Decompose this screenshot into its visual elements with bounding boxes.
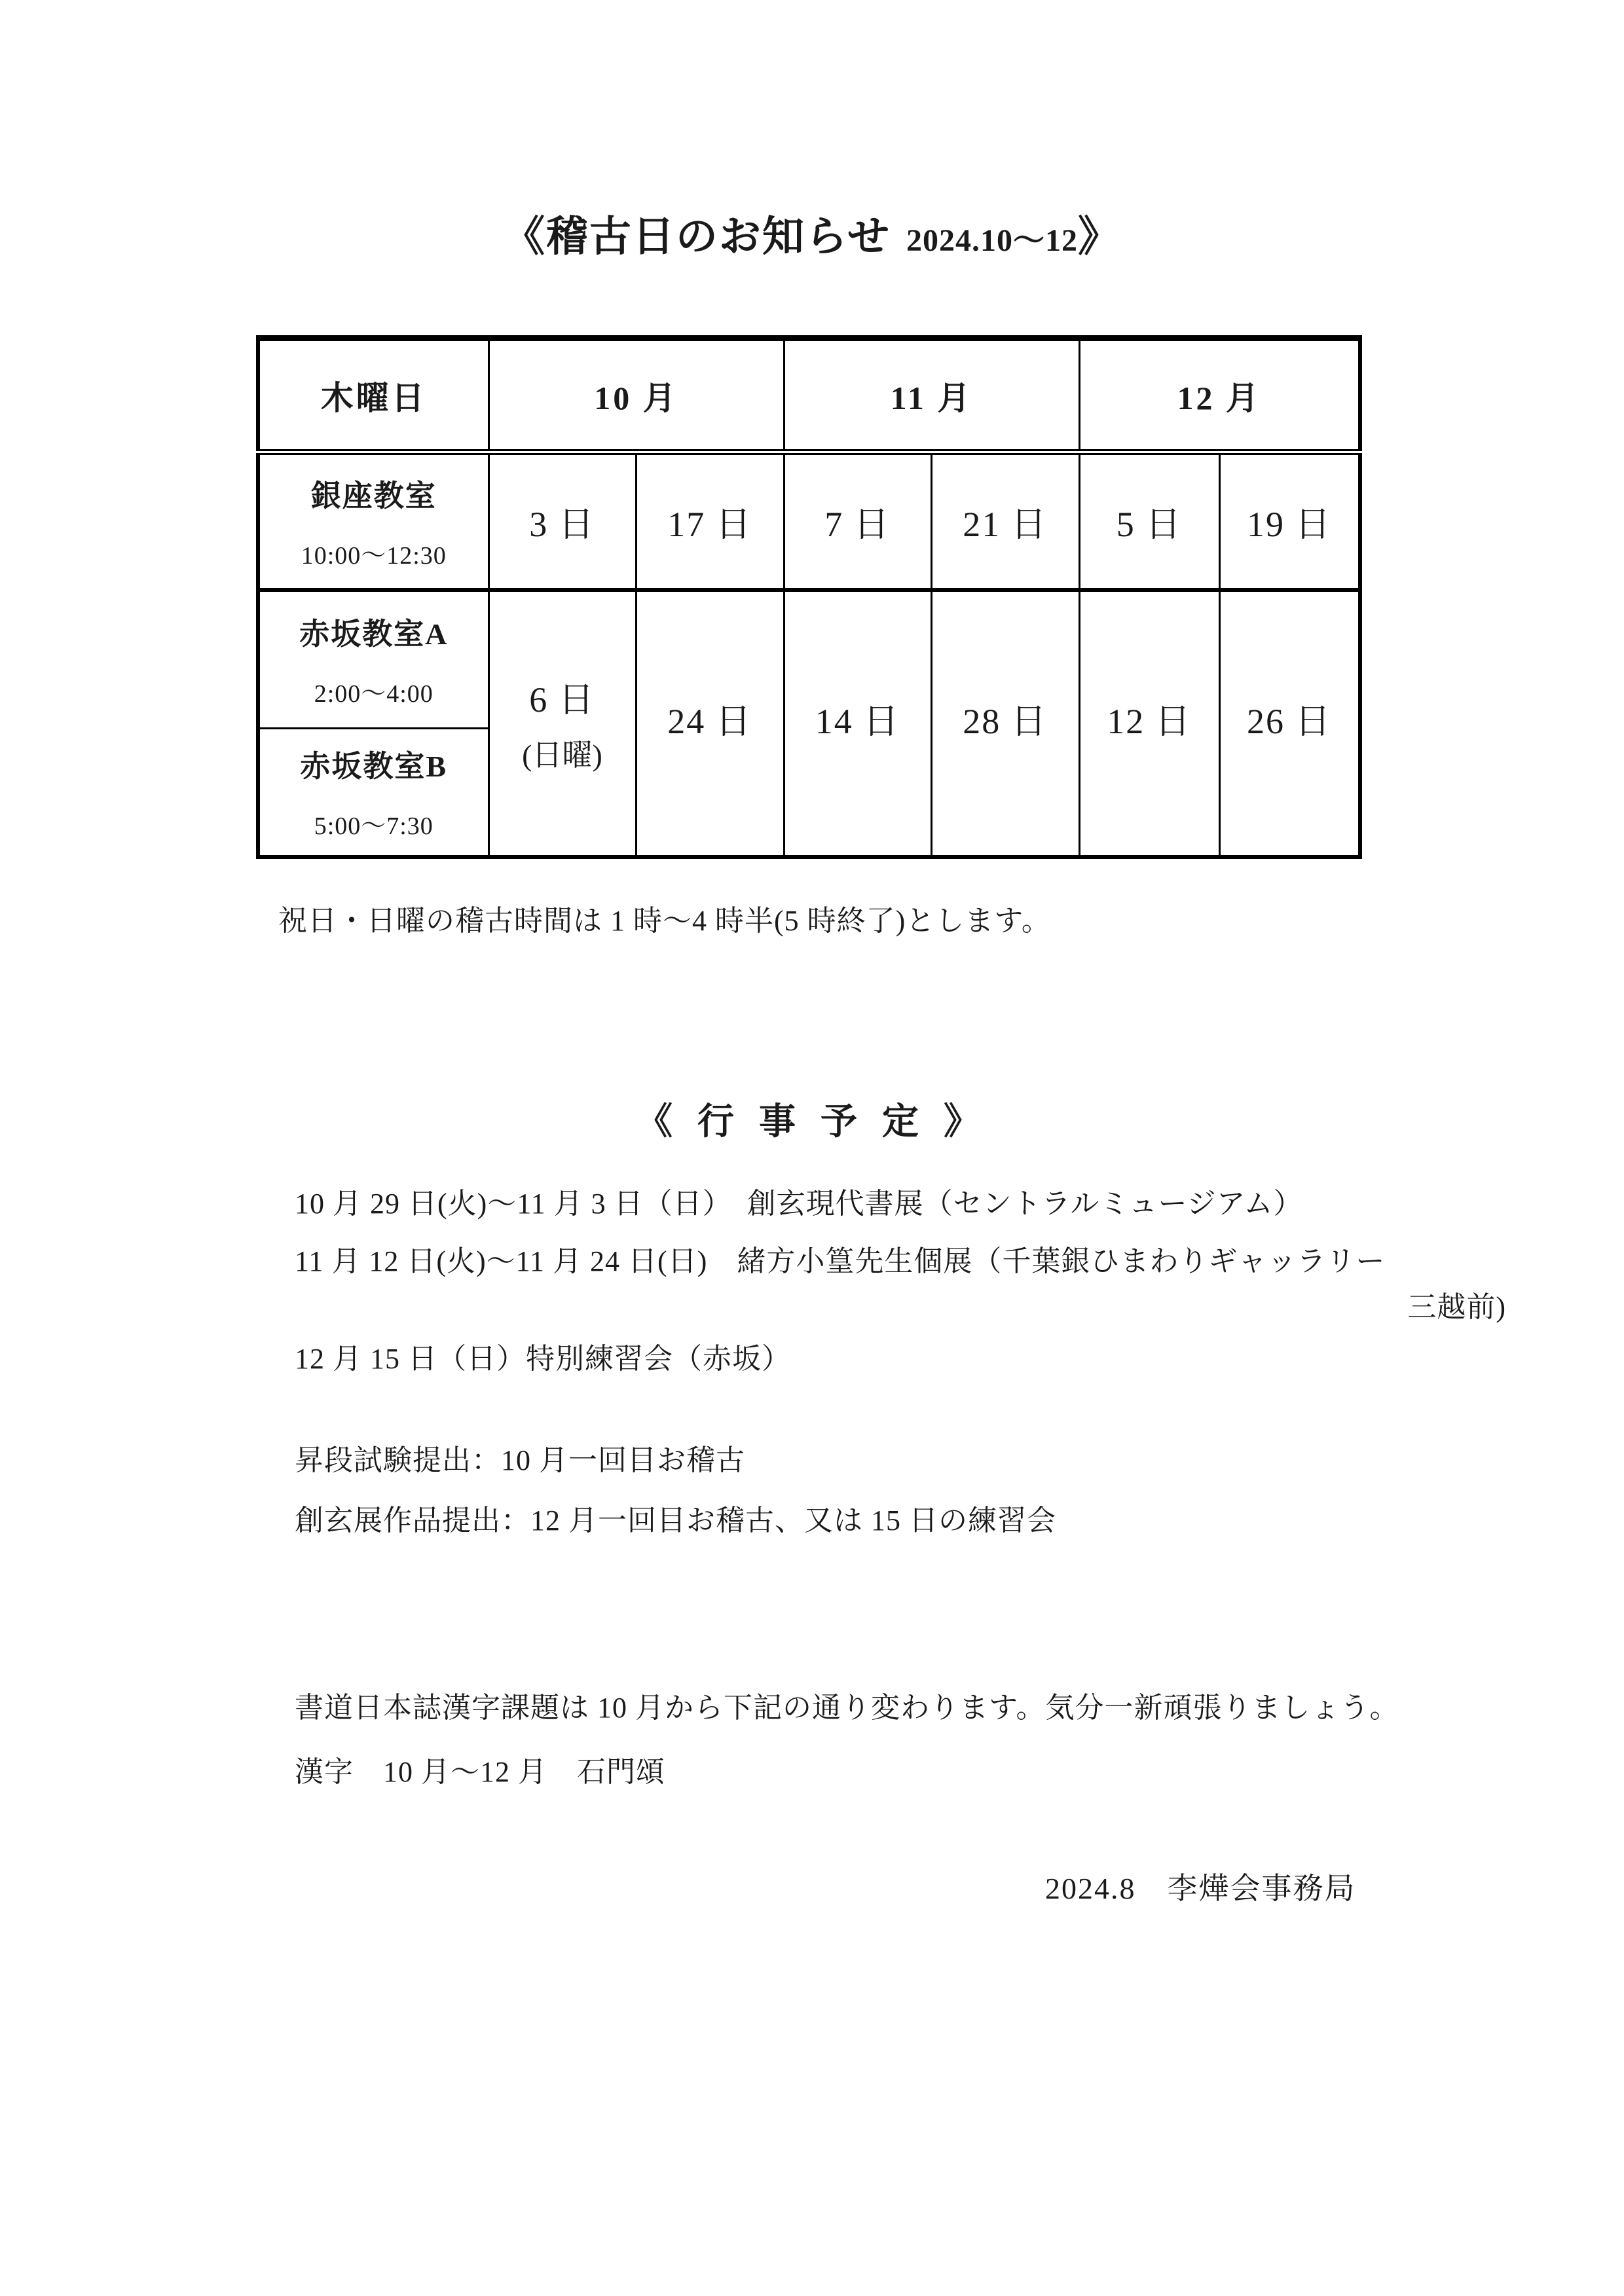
events-heading: 《 行 事 予 定 》 [636,1101,988,1142]
ginza-row [258,452,1360,590]
date-main: 6 日 [529,680,595,720]
date-main: 12 日 [1107,702,1192,741]
month-header-october: 10 月 [489,338,784,452]
schedule-date-cell: 7 日 [784,452,931,590]
event-line: 10 月 29 日(火)～11 月 3 日（日） 創玄現代書展（セントラルミュージアム） [295,1187,1303,1220]
schedule-date-cell [1079,590,1219,857]
schedule-date-cell: 21 日 [931,452,1079,590]
class-name: 赤坂教室B [300,750,448,784]
events-section [295,1181,1506,1796]
class-time: 5:00～7:30 [314,812,434,841]
page-title [0,0,1624,263]
schedule-date-cell: 17 日 [636,452,784,590]
schedule-date-cell [1219,590,1360,857]
schedule-corner-header: 木曜日 [258,338,489,452]
date-main: 24 日 [667,702,752,741]
kanji-assignment-detail: 漢字 10 月～12 月 石門頌 [295,1756,665,1789]
event-line: 12 月 15 日（日）特別練習会（赤坂） [295,1342,791,1375]
schedule-date-cell: 19 日 [1219,452,1360,590]
event-line: 11 月 12 日(火)～11 月 24 日(日) 緒方小篁先生個展（千葉銀ひまわりギャッラリー [295,1245,1386,1277]
class-name: 赤坂教室A [299,617,449,651]
schedule-date-cell [489,590,636,857]
class-time: 2:00～4:00 [314,680,434,708]
page-title-close: 》 [1078,213,1122,260]
date-sub: (日曜) [522,738,602,772]
date-main: 26 日 [1247,702,1332,741]
page-title-main: 《稽古日のお知らせ [502,213,891,260]
schedule-date-cell [931,590,1079,857]
page-title-period: 2024.10～12 [906,223,1079,258]
schedule-date-cell: 3 日 [489,452,636,590]
issuer-footer: 2024.8 李燁会事務局 [1045,1871,1356,1905]
class-time: 10:00～12:30 [301,541,447,570]
akasaka-b-class-label [258,729,489,857]
practice-schedule-table [256,335,1362,859]
schedule-date-cell [636,590,784,857]
holiday-time-note: 祝日・日曜の稽古時間は 1 時～4 時半(5 時終了)とします。 [278,904,1051,937]
ginza-class-label [258,452,489,590]
schedule-date-cell [784,590,931,857]
akasaka-a-class-label [258,590,489,729]
schedule-date-cell: 5 日 [1079,452,1219,590]
month-header-december: 12 月 [1079,338,1360,452]
month-header-november: 11 月 [784,338,1079,452]
date-main: 28 日 [963,702,1048,741]
class-name: 銀座教室 [310,479,437,513]
akasaka-a-row [258,590,1360,729]
event-line-continuation: 三越前) [1407,1291,1506,1324]
submission-note: 昇段試験提出：10 月一回目お稽古 [295,1444,745,1477]
date-main: 14 日 [815,702,900,741]
submission-note: 創玄展作品提出：12 月一回目お稽古、又は 15 日の練習会 [295,1504,1056,1537]
schedule-header-row [258,338,1360,452]
kanji-assignment-note: 書道日本誌漢字課題は 10 月から下記の通り変わります。気分一新頑張りましょう。 [295,1691,1399,1724]
